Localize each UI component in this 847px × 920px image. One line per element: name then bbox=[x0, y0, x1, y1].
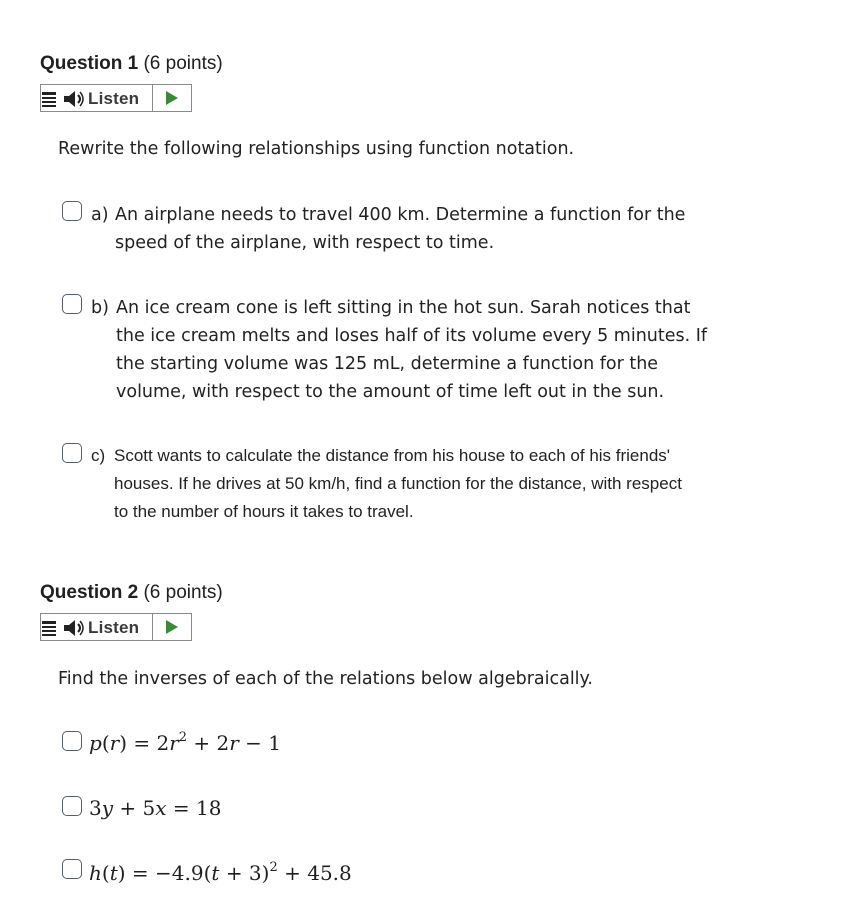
eq1-func: p bbox=[89, 731, 102, 755]
eq1-var: r bbox=[109, 731, 120, 755]
equation-1: $p(r) = 2r^2 + 2r - 1$ bbox=[89, 730, 282, 755]
play-icon bbox=[166, 91, 178, 105]
eq2-rhs: = 18 bbox=[172, 796, 222, 820]
question-2-title: Question 2 bbox=[40, 582, 139, 603]
item-b-line: the starting volume was 125 mL, determine a function for the bbox=[116, 354, 659, 374]
item-b-label: b) bbox=[91, 298, 109, 318]
listen-label: Listen bbox=[88, 89, 140, 108]
item-b-text bbox=[116, 294, 707, 406]
item-c-text bbox=[114, 442, 682, 526]
eq1-rhs-var: r bbox=[169, 731, 179, 755]
item-a-line: An airplane needs to travel 400 km. Determine a function for the bbox=[115, 205, 686, 225]
checkbox-equation-2[interactable] bbox=[62, 796, 82, 816]
equation-3: $h(t) = -4.9(t + 3)^2 + 45.8$ bbox=[89, 860, 352, 885]
eq1-const: − 1 bbox=[245, 731, 282, 755]
item-c-label: c) bbox=[91, 446, 106, 465]
question-1-points: (6 points) bbox=[143, 53, 223, 74]
eq3-var: t bbox=[109, 861, 118, 885]
listen-button[interactable] bbox=[41, 614, 153, 640]
item-c-line: to the number of hours it takes to travel. bbox=[114, 502, 414, 521]
eq1-rest: + 2 bbox=[193, 731, 230, 755]
eq1-coef: 2 bbox=[156, 731, 170, 755]
item-a-text bbox=[115, 201, 685, 257]
listen-label: Listen bbox=[88, 618, 140, 637]
listen-widget-q2 bbox=[40, 613, 192, 641]
item-c-line: houses. If he drives at 50 km/h, find a function for the distance, with respect bbox=[114, 474, 682, 493]
eq1-exp: 2 bbox=[178, 730, 188, 745]
item-a-label: a) bbox=[91, 205, 109, 225]
item-b-line: the ice cream melts and loses half of its volume every 5 minutes. If bbox=[116, 326, 708, 346]
play-icon bbox=[166, 620, 178, 634]
question-2-points: (6 points) bbox=[143, 582, 223, 603]
checkbox-item-b[interactable] bbox=[62, 294, 82, 314]
item-c-line: Scott wants to calculate the distance from his house to each of his friends' bbox=[114, 446, 671, 465]
speaker-icon bbox=[64, 91, 86, 107]
question-2-instruction: Find the inverses of each of the relations below algebraically. bbox=[58, 669, 593, 689]
checkbox-equation-3[interactable] bbox=[62, 859, 82, 879]
eq2-var2: x bbox=[155, 796, 167, 820]
play-button[interactable] bbox=[153, 85, 191, 111]
eq2-var1: y bbox=[101, 796, 114, 820]
item-b-line: volume, with respect to the amount of time left out in the sun. bbox=[116, 382, 665, 402]
eq3-a: −4.9( bbox=[155, 861, 212, 885]
eq2-coef1: 3 bbox=[89, 796, 102, 820]
checkbox-item-a[interactable] bbox=[62, 201, 82, 221]
play-button[interactable] bbox=[153, 614, 191, 640]
checkbox-item-c[interactable] bbox=[62, 443, 82, 463]
readspeaker-icon bbox=[42, 92, 56, 107]
eq1-rhs-var2: r bbox=[229, 731, 239, 755]
speaker-icon bbox=[64, 620, 86, 636]
checkbox-equation-1[interactable] bbox=[62, 731, 82, 751]
eq3-b: + 3) bbox=[225, 861, 270, 885]
listen-button[interactable] bbox=[41, 85, 153, 111]
listen-widget-q1 bbox=[40, 84, 192, 112]
eq2-op: + 5 bbox=[119, 796, 156, 820]
question-1-instruction: Rewrite the following relationships using function notation. bbox=[58, 139, 575, 159]
item-b-line: An ice cream cone is left sitting in the hot sun. Sarah notices that bbox=[116, 298, 691, 318]
question-1-title: Question 1 bbox=[40, 53, 139, 74]
equation-2 bbox=[89, 796, 221, 820]
eq3-func: h bbox=[89, 861, 102, 885]
eq3-rhs-var: t bbox=[211, 861, 220, 885]
eq3-exp: 2 bbox=[269, 860, 278, 875]
item-a-line: speed of the airplane, with respect to time. bbox=[115, 233, 495, 253]
question-1-header bbox=[40, 53, 223, 75]
question-2-header bbox=[40, 582, 223, 604]
eq3-c: + 45.8 bbox=[284, 861, 352, 885]
readspeaker-icon bbox=[42, 621, 56, 636]
